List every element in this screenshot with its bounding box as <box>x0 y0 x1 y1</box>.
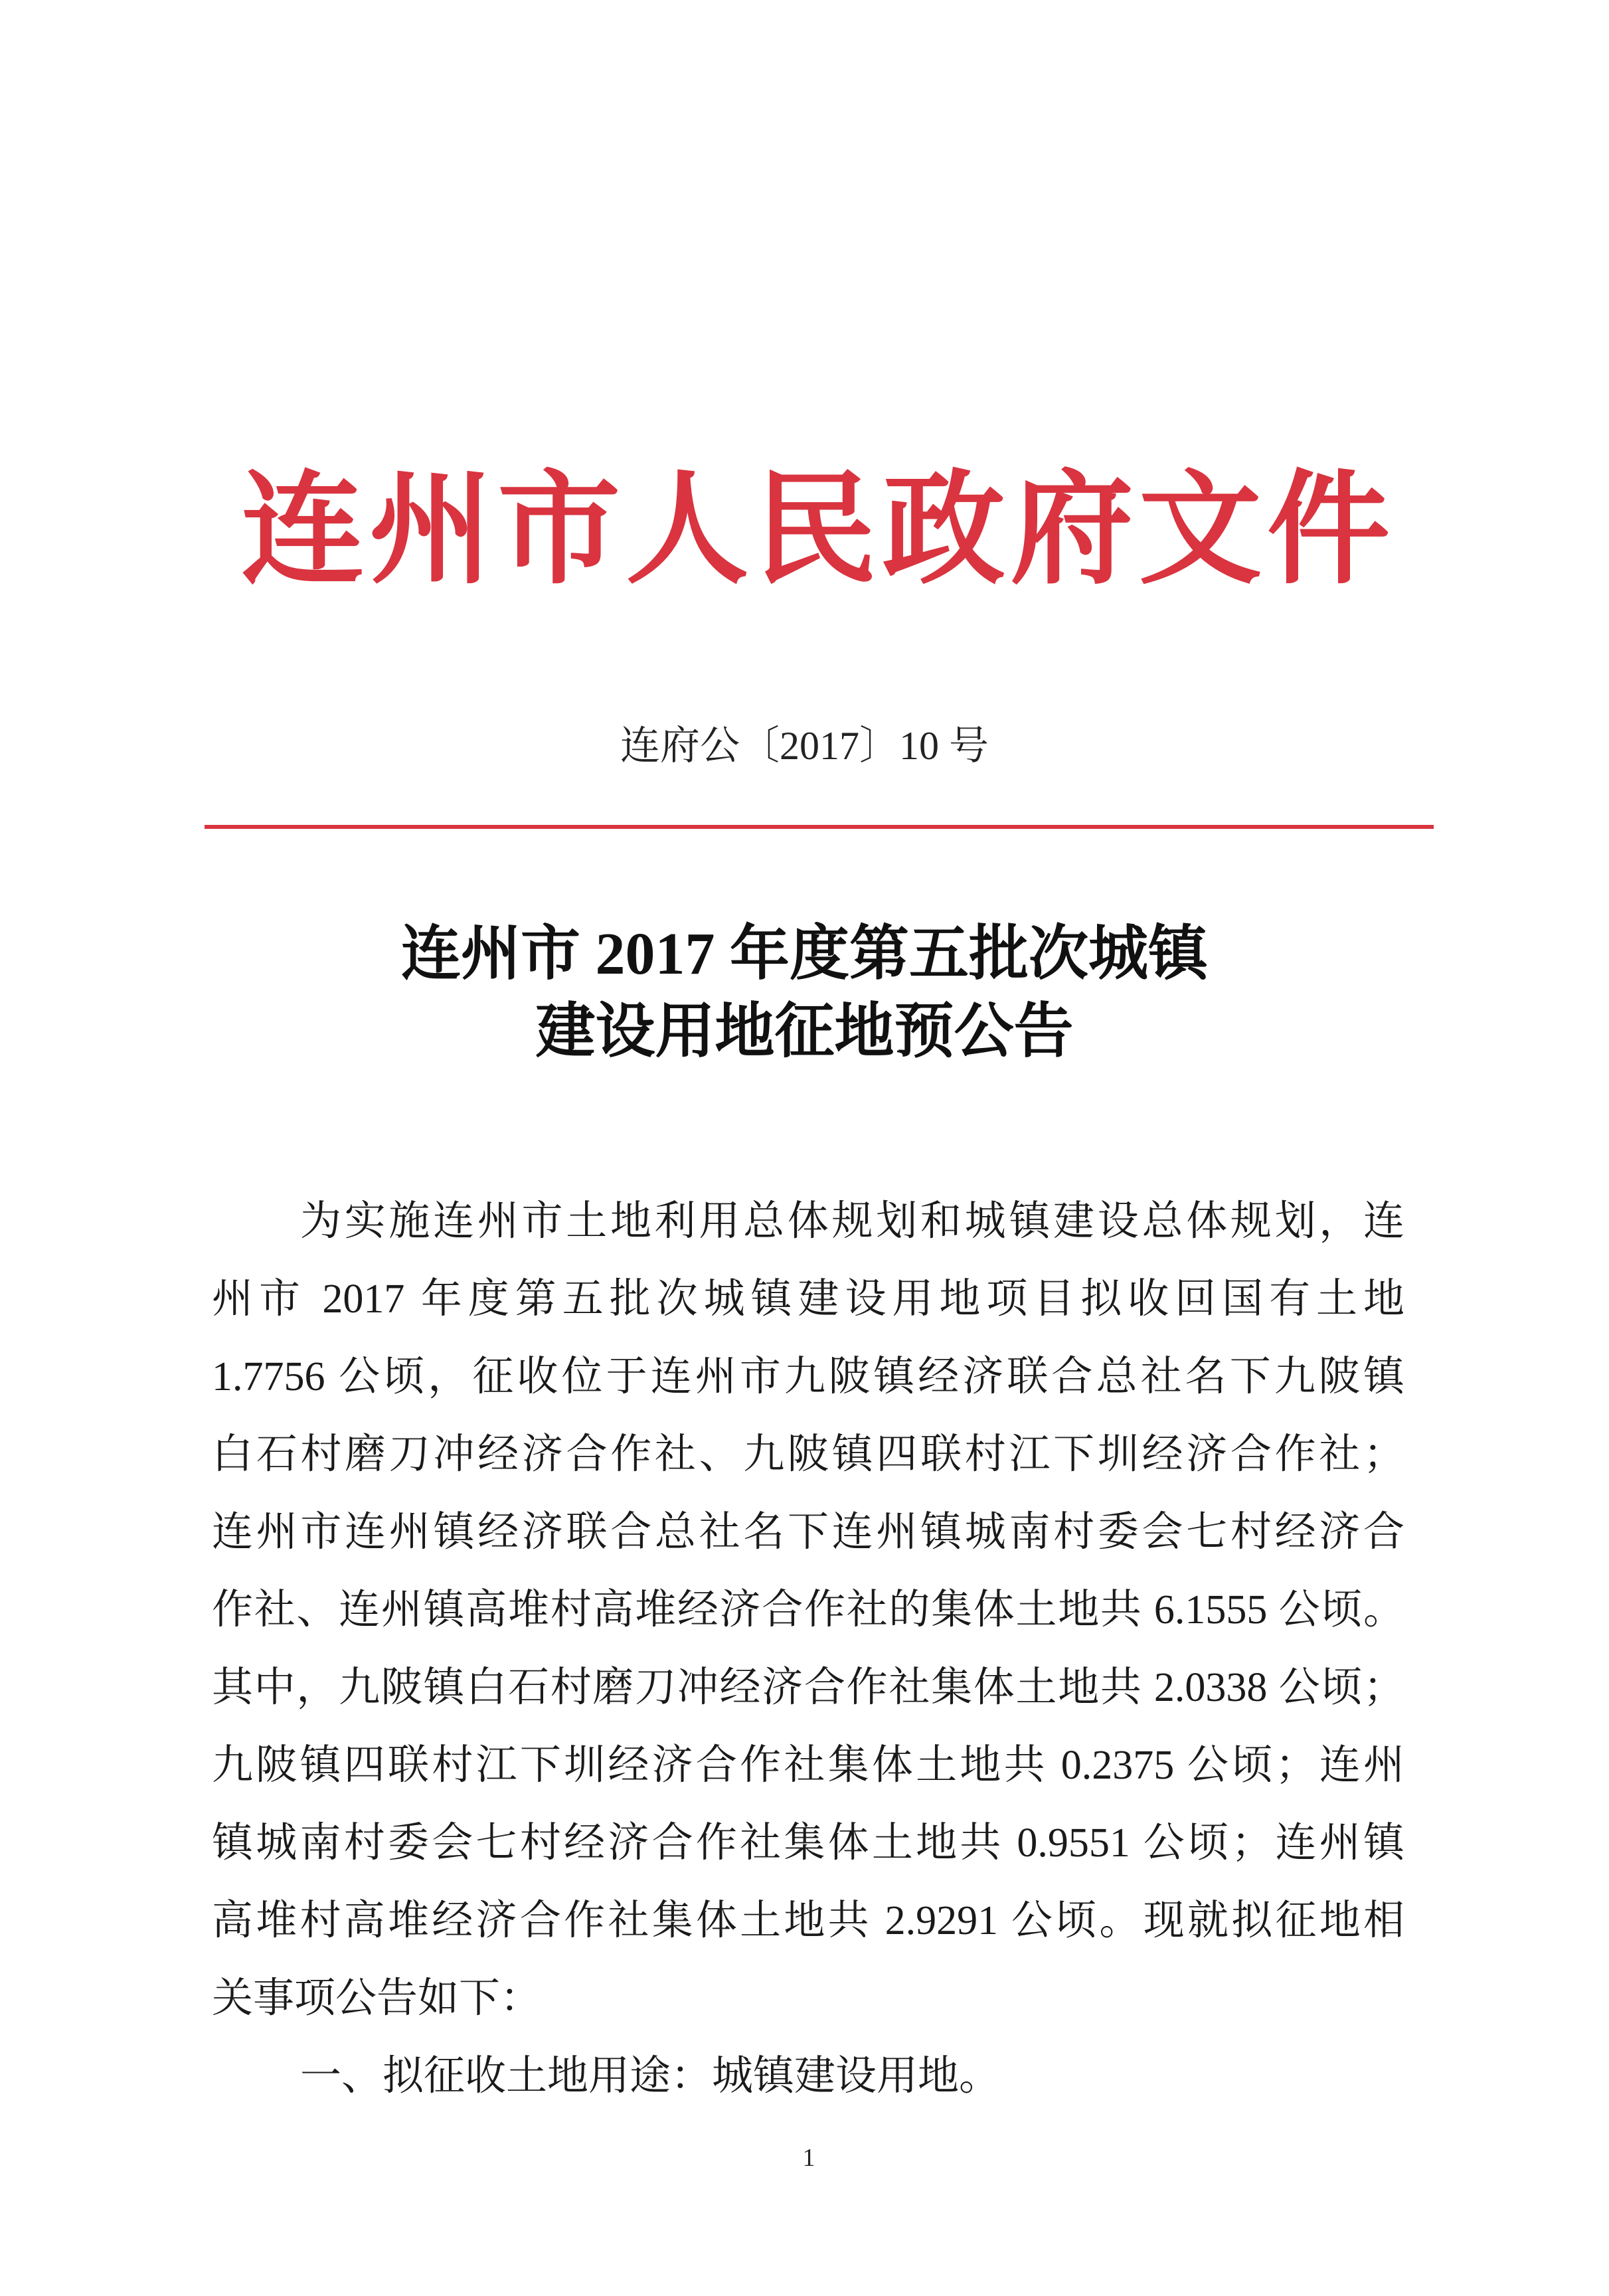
body-line: 九陂镇四联村江下圳经济合作社集体土地共 0.2375 公顷；连州 <box>212 1743 1404 1788</box>
body-line: 1.7756 公顷，征收位于连州市九陂镇经济联合总社名下九陂镇 <box>212 1354 1404 1399</box>
red-separator-rule <box>205 825 1434 829</box>
body-line: 作社、连州镇高堆村高堆经济合作社的集体土地共 6.1555 公顷。 <box>212 1587 1404 1633</box>
document-number: 连府公〔2017〕10 号 <box>620 724 989 768</box>
body-line: 其中，九陂镇白石村磨刀冲经济合作社集体土地共 2.0338 公顷； <box>212 1665 1404 1710</box>
issuer-letterhead-title: 连州市人民政府文件 <box>241 456 1390 601</box>
body-line: 州市 2017 年度第五批次城镇建设用地项目拟收回国有土地 <box>212 1277 1404 1322</box>
notice-title <box>0 915 1609 1071</box>
body-line: 镇城南村委会七村经济合作社集体土地共 0.9551 公顷；连州镇 <box>212 1820 1404 1866</box>
body-line: 白石村磨刀冲经济合作社、九陂镇四联村江下圳经济合作社； <box>212 1432 1404 1477</box>
notice-body <box>212 1183 1404 2115</box>
body-line: 连州市连州镇经济联合总社名下连州镇城南村委会七村经济合 <box>212 1510 1404 1555</box>
body-line: 关事项公告如下： <box>212 1976 542 2021</box>
notice-title-line-2: 建设用地征地预公告 <box>535 999 1074 1065</box>
body-line: 为实施连州市土地利用总体规划和城镇建设总体规划，连 <box>300 1199 1404 1244</box>
notice-title-line-1: 连州市 2017 年度第五批次城镇 <box>401 921 1208 987</box>
page-number: 1 <box>802 2144 815 2172</box>
body-line: 高堆村高堆经济合作社集体土地共 2.9291 公顷。现就拟征地相 <box>212 1898 1404 1943</box>
land-use-item: 一、拟征收土地用途：城镇建设用地。 <box>300 2054 1001 2099</box>
